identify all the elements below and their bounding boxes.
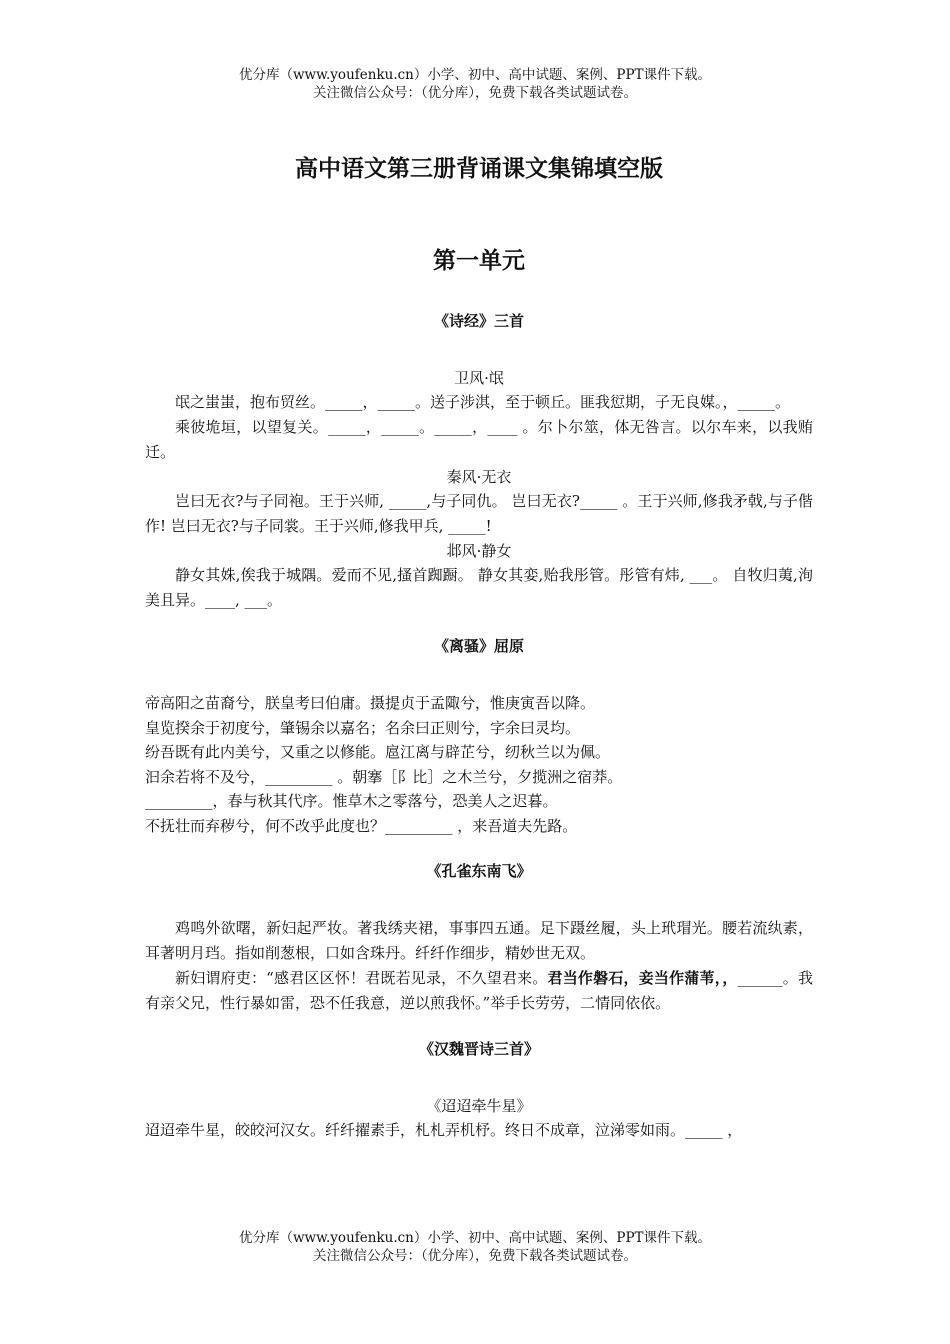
poem-title-tiaotiao: 《迢迢牵牛星》	[426, 1097, 532, 1115]
page-footer	[0, 1229, 950, 1265]
paragraph-weifeng-1: 氓之蚩蚩，抱布贸丝。_____，_____。送子涉淇，至于顿丘。匪我愆期，子无良媒。，_____。	[175, 393, 791, 411]
lisao-line: 纷吾既有此内美兮，又重之以修能。扈江离与辟芷兮，纫秋兰以为佩。	[145, 743, 611, 761]
section-heading-lisao: 《离骚》屈原	[433, 637, 524, 655]
section-heading-shijing: 《诗经》三首	[433, 312, 524, 330]
page-header	[0, 66, 950, 102]
poem-title-weifeng: 卫风·氓	[454, 369, 504, 387]
paragraph-qinfeng: 岂曰无衣?与子同袍。王于兴师, _____,与子同仇。 岂曰无衣?_____ 。王于兴师,修我矛戟,与子偕作! 岂曰无衣?与子同裳。王于兴师,修我甲兵, _____!	[145, 492, 813, 535]
paragraph-weifeng-2: 乘彼垝垣，以望复关。_____，_____。_____，____ 。尔卜尔筮，体无咎言。以尔车来，以我贿迁。	[145, 418, 813, 461]
kongque-bold-text: 君当作磐石，妾当作蒲苇，，	[547, 969, 738, 987]
lisao-line: 不抚壮而弃秽兮，何不改乎此度也？_________ ，来吾道夫先路。	[145, 816, 578, 835]
paragraph-beifeng: 静女其姝,俟我于城隅。爱而不见,搔首踟蹰。 静女其娈,贻我彤管。彤管有炜, ___。 自牧归荑,洵美且异。____, ___。	[145, 566, 813, 609]
poem-title-qinfeng: 秦风·无衣	[446, 468, 512, 486]
section-heading-hanwei: 《汉魏晋诗三首》	[418, 1040, 539, 1058]
footer-line-2: 关注微信公众号：（优分库），免费下载各类试题试卷。	[313, 1248, 637, 1264]
paragraph-kongque-2	[145, 966, 813, 1016]
paragraph-tiaotiao: 迢迢牵牛星，皎皎河汉女。纤纤擢素手，札札弄机杼。终日不成章，泣涕零如雨。_____ ，	[145, 1121, 743, 1139]
paragraph-kongque-1: 鸡鸣外欲曙，新妇起严妆。著我绣夹裙，事事四五通。足下蹑丝履，头上玳瑁光。腰若流纨素，耳著明月珰。指如削葱根，口如含珠丹。纤纤作细步，精妙世无双。	[145, 919, 813, 962]
unit-heading: 第一单元	[433, 247, 525, 274]
section-heading-kongque: 《孔雀东南飞》	[426, 862, 532, 880]
lisao-line: _________，春与秋其代序。惟草木之零落兮，恐美人之迟暮。	[145, 792, 558, 810]
lisao-line: 皇览揆余于初度兮，肇锡余以嘉名；名余曰正则兮，字余曰灵均。	[145, 718, 581, 737]
header-line-2: 关注微信公众号：（优分库），免费下载各类试题试卷。	[313, 85, 637, 101]
footer-line-1: 优分库（www.youfenku.cn）小学、初中、高中试题、案例、PPT课件下载。	[238, 1230, 712, 1246]
document-title: 高中语文第三册背诵课文集锦填空版	[295, 155, 663, 182]
kongque-text-a: 新妇谓府吏：“感君区区怀！君既若见录，不久望君来。	[175, 969, 548, 987]
document-body	[145, 150, 813, 1143]
poem-title-beifeng: 邶风·静女	[446, 542, 512, 560]
lisao-lines	[145, 691, 813, 838]
lisao-line: 汩余若将不及兮，_________ 。朝搴［阝比］之木兰兮，夕揽洲之宿莽。	[145, 767, 623, 786]
header-line-1: 优分库（www.youfenku.cn）小学、初中、高中试题、案例、PPT课件下载。	[238, 67, 712, 83]
kongque-text-b: ______。我有亲父兄，性行暴如雷，恐不任我意，逆以煎我怀。”举手长劳劳，二情同依依。	[145, 969, 813, 1012]
lisao-line: 帝高阳之苗裔兮，朕皇考曰伯庸。摄提贞于孟陬兮，惟庚寅吾以降。	[145, 694, 596, 712]
